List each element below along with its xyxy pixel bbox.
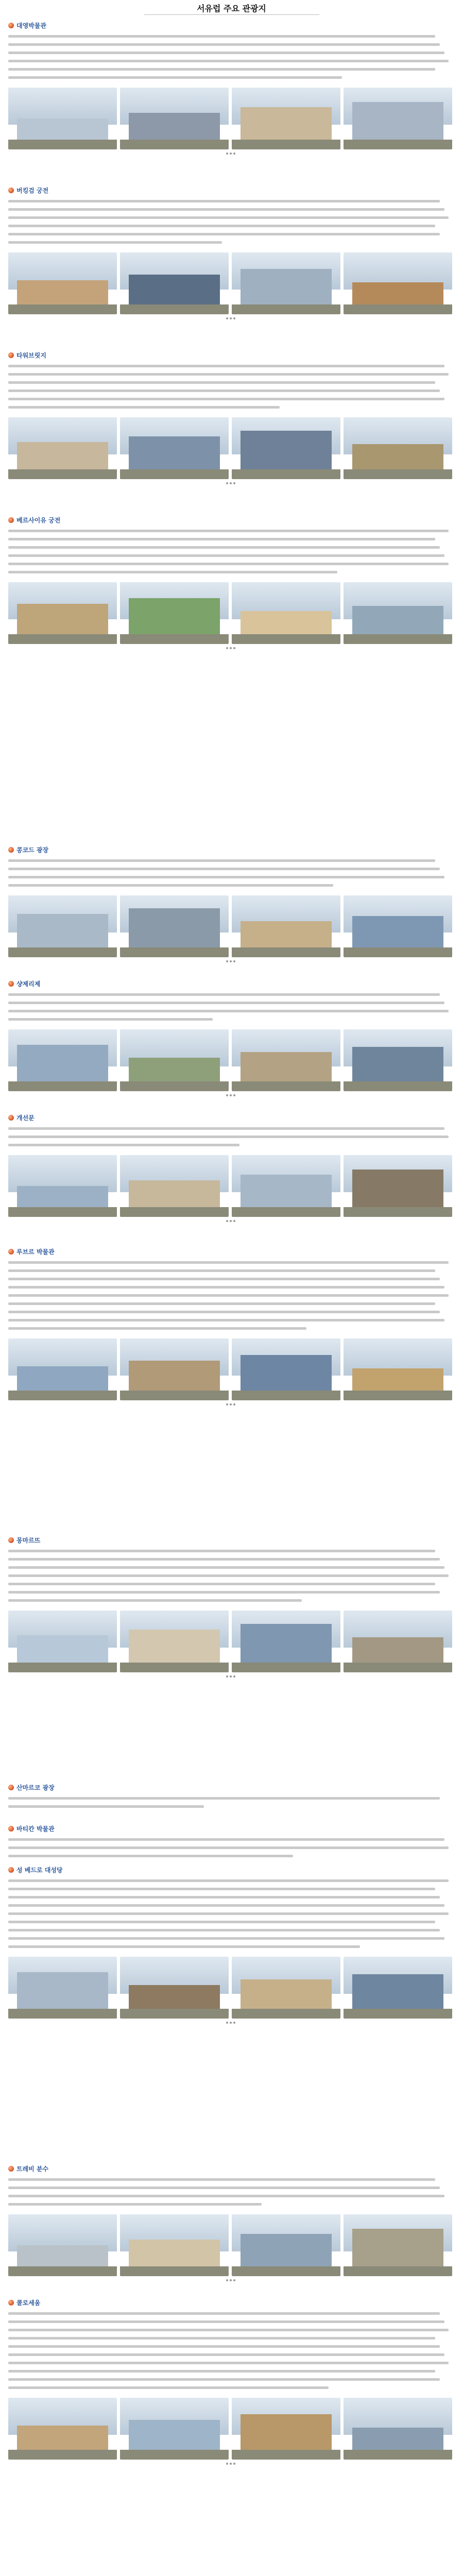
pager-dot bbox=[230, 1403, 232, 1405]
attraction-photo bbox=[8, 1338, 117, 1400]
section-heading bbox=[8, 845, 453, 854]
section-title: 샹제리제 bbox=[16, 980, 41, 988]
text-line bbox=[8, 993, 440, 996]
text-line bbox=[8, 1002, 444, 1004]
text-line bbox=[8, 538, 435, 540]
text-line bbox=[8, 398, 444, 400]
pager-dot bbox=[233, 1403, 235, 1405]
pager-dot bbox=[233, 1094, 235, 1096]
text-line bbox=[8, 884, 333, 887]
attraction-photo bbox=[120, 1155, 229, 1217]
section-description bbox=[8, 1794, 453, 1812]
text-line bbox=[8, 1294, 449, 1297]
attraction-section bbox=[8, 845, 453, 962]
text-line bbox=[8, 2362, 449, 2364]
text-line bbox=[8, 1855, 293, 1857]
gallery-pager bbox=[8, 1220, 453, 1222]
attraction-photo bbox=[120, 582, 229, 644]
pager-dot bbox=[230, 647, 232, 649]
section-heading bbox=[8, 185, 453, 195]
bullet-icon bbox=[8, 1115, 14, 1121]
attraction-photo bbox=[232, 252, 340, 314]
text-line bbox=[8, 365, 444, 367]
text-line bbox=[8, 1912, 449, 1915]
section-heading bbox=[8, 2164, 453, 2173]
photo-gallery bbox=[8, 1029, 453, 1091]
text-line bbox=[8, 1127, 444, 1130]
text-line bbox=[8, 1937, 444, 1940]
pager-dot bbox=[230, 482, 232, 484]
text-line bbox=[8, 1269, 435, 1272]
attraction-photo bbox=[344, 1611, 452, 1672]
attraction-photo bbox=[8, 2398, 117, 2460]
text-line bbox=[8, 2378, 440, 2381]
pager-dot bbox=[230, 2463, 232, 2465]
section-heading bbox=[8, 515, 453, 524]
photo-gallery bbox=[8, 417, 453, 479]
text-line bbox=[8, 52, 444, 54]
text-line bbox=[8, 1144, 239, 1146]
attraction-photo bbox=[8, 582, 117, 644]
text-line bbox=[8, 1010, 449, 1012]
bullet-icon bbox=[8, 352, 14, 358]
text-line bbox=[8, 1278, 440, 1280]
text-line bbox=[8, 1136, 449, 1138]
section-heading bbox=[8, 1865, 453, 1874]
text-line bbox=[8, 1558, 440, 1561]
section-description bbox=[8, 856, 453, 891]
attraction-section bbox=[8, 1824, 453, 1862]
pager-dot bbox=[233, 2279, 235, 2281]
section-heading bbox=[8, 1535, 453, 1545]
text-line bbox=[8, 1904, 444, 1907]
pager-dot bbox=[226, 1220, 228, 1222]
section-title: 산마르코 광장 bbox=[16, 1784, 55, 1791]
pager-dot bbox=[233, 647, 235, 649]
text-line bbox=[8, 1838, 444, 1841]
bullet-icon bbox=[8, 1867, 14, 1873]
section-title: 대영박물관 bbox=[16, 22, 46, 29]
pager-dot bbox=[230, 1220, 232, 1222]
text-line bbox=[8, 1018, 213, 1021]
bullet-icon bbox=[8, 1249, 14, 1255]
gallery-pager bbox=[8, 2022, 453, 2024]
text-line bbox=[8, 389, 440, 392]
text-line bbox=[8, 1896, 440, 1899]
text-line bbox=[8, 68, 435, 71]
text-line bbox=[8, 1921, 435, 1923]
attraction-section bbox=[8, 979, 453, 1096]
attraction-photo bbox=[232, 1611, 340, 1672]
section-description bbox=[8, 32, 453, 83]
attraction-section bbox=[8, 350, 453, 484]
section-heading bbox=[8, 1824, 453, 1833]
attraction-photo bbox=[344, 1155, 452, 1217]
attraction-photo bbox=[120, 88, 229, 149]
pager-dot bbox=[226, 1094, 228, 1096]
attraction-photo bbox=[232, 582, 340, 644]
text-line bbox=[8, 1599, 302, 1602]
attraction-photo bbox=[8, 1957, 117, 2019]
pager-dot bbox=[233, 960, 235, 962]
text-line bbox=[8, 554, 444, 557]
attraction-photo bbox=[232, 1029, 340, 1091]
attraction-section bbox=[8, 1783, 453, 1812]
attraction-section bbox=[8, 515, 453, 649]
text-line bbox=[8, 1319, 444, 1321]
text-line bbox=[8, 2312, 440, 2315]
attraction-photo bbox=[232, 1155, 340, 1217]
text-line bbox=[8, 1879, 449, 1882]
gallery-pager bbox=[8, 960, 453, 962]
text-line bbox=[8, 563, 449, 565]
text-line bbox=[8, 373, 449, 376]
section-description bbox=[8, 1547, 453, 1606]
text-line bbox=[8, 868, 440, 870]
bullet-icon bbox=[8, 847, 14, 853]
attraction-photo bbox=[232, 1338, 340, 1400]
attraction-photo bbox=[8, 417, 117, 479]
text-line bbox=[8, 2203, 262, 2206]
pager-dot bbox=[230, 2279, 232, 2281]
pager-dot bbox=[233, 2463, 235, 2465]
attraction-photo bbox=[120, 2214, 229, 2276]
text-line bbox=[8, 1805, 204, 1808]
attraction-photo bbox=[120, 895, 229, 957]
pager-dot bbox=[226, 2022, 228, 2024]
attraction-section bbox=[8, 2164, 453, 2281]
text-line bbox=[8, 2353, 444, 2356]
photo-gallery bbox=[8, 1338, 453, 1400]
pager-dot bbox=[226, 1675, 228, 1677]
attraction-photo bbox=[8, 252, 117, 314]
text-line bbox=[8, 1929, 440, 1931]
pager-dot bbox=[233, 1675, 235, 1677]
gallery-pager bbox=[8, 2463, 453, 2465]
attraction-photo bbox=[232, 2398, 340, 2460]
attraction-photo bbox=[8, 895, 117, 957]
attraction-photo bbox=[344, 417, 452, 479]
text-line bbox=[8, 35, 435, 38]
pager-dot bbox=[230, 960, 232, 962]
photo-gallery bbox=[8, 895, 453, 957]
pager-dot bbox=[226, 2279, 228, 2281]
section-description bbox=[8, 1124, 453, 1151]
pager-dot bbox=[233, 1220, 235, 1222]
pager-dot bbox=[226, 1403, 228, 1405]
text-line bbox=[8, 2370, 435, 2372]
gallery-pager bbox=[8, 1675, 453, 1677]
pager-dot bbox=[226, 152, 228, 155]
text-line bbox=[8, 859, 435, 862]
pager-dot bbox=[233, 2022, 235, 2024]
text-line bbox=[8, 571, 337, 573]
gallery-pager bbox=[8, 152, 453, 155]
pager-dot bbox=[230, 2022, 232, 2024]
section-title: 몽마르뜨 bbox=[16, 1536, 41, 1544]
pager-dot bbox=[226, 317, 228, 319]
section-heading bbox=[8, 21, 453, 30]
section-title: 바티칸 박물관 bbox=[16, 1825, 55, 1833]
title-divider bbox=[144, 14, 319, 15]
attraction-photo bbox=[232, 417, 340, 479]
section-title: 성 베드로 대성당 bbox=[16, 1866, 63, 1874]
text-line bbox=[8, 1311, 440, 1313]
text-line bbox=[8, 241, 222, 244]
text-line bbox=[8, 2337, 435, 2340]
text-line bbox=[8, 876, 444, 878]
pager-dot bbox=[233, 152, 235, 155]
text-line bbox=[8, 1327, 306, 1330]
attraction-section bbox=[8, 185, 453, 319]
gallery-pager bbox=[8, 1403, 453, 1405]
attraction-photo bbox=[8, 1029, 117, 1091]
section-title: 콩코드 광장 bbox=[16, 846, 49, 854]
text-line bbox=[8, 200, 440, 202]
attraction-photo bbox=[120, 417, 229, 479]
attraction-photo bbox=[8, 1611, 117, 1672]
section-heading bbox=[8, 1113, 453, 1122]
section-title: 루브르 박물관 bbox=[16, 1248, 55, 1256]
text-line bbox=[8, 76, 342, 79]
attraction-photo bbox=[232, 88, 340, 149]
gallery-pager bbox=[8, 482, 453, 484]
section-heading bbox=[8, 350, 453, 360]
text-line bbox=[8, 406, 280, 409]
section-description bbox=[8, 2309, 453, 2394]
text-line bbox=[8, 233, 440, 235]
attraction-photo bbox=[344, 2398, 452, 2460]
attraction-photo bbox=[120, 2398, 229, 2460]
attraction-photo bbox=[344, 88, 452, 149]
section-description bbox=[8, 2175, 453, 2210]
photo-gallery bbox=[8, 1611, 453, 1672]
attraction-photo bbox=[232, 895, 340, 957]
bullet-icon bbox=[8, 981, 14, 987]
text-line bbox=[8, 1945, 360, 1948]
text-line bbox=[8, 216, 449, 219]
attraction-photo bbox=[232, 2214, 340, 2276]
attraction-photo bbox=[344, 2214, 452, 2276]
bullet-icon bbox=[8, 188, 14, 193]
bullet-icon bbox=[8, 1785, 14, 1790]
section-title: 콜로세움 bbox=[16, 2299, 41, 2307]
text-line bbox=[8, 546, 440, 549]
text-line bbox=[8, 2195, 444, 2197]
pager-dot bbox=[230, 1094, 232, 1096]
attraction-photo bbox=[120, 252, 229, 314]
section-heading bbox=[8, 1247, 453, 1256]
section-heading bbox=[8, 979, 453, 988]
text-line bbox=[8, 1261, 449, 1264]
photo-gallery bbox=[8, 88, 453, 149]
pager-dot bbox=[230, 1675, 232, 1677]
photo-gallery bbox=[8, 2398, 453, 2460]
photo-gallery bbox=[8, 2214, 453, 2276]
attraction-photo bbox=[120, 1338, 229, 1400]
attraction-photo bbox=[8, 1155, 117, 1217]
pager-dot bbox=[233, 482, 235, 484]
text-line bbox=[8, 43, 440, 46]
section-title: 베르사이유 궁전 bbox=[16, 516, 61, 524]
section-description bbox=[8, 527, 453, 578]
pager-dot bbox=[226, 2463, 228, 2465]
text-line bbox=[8, 1888, 435, 1890]
text-line bbox=[8, 1583, 435, 1585]
section-description bbox=[8, 197, 453, 248]
pager-dot bbox=[230, 152, 232, 155]
text-line bbox=[8, 60, 449, 62]
text-line bbox=[8, 225, 435, 227]
pager-dot bbox=[226, 960, 228, 962]
attraction-photo bbox=[344, 1338, 452, 1400]
text-line bbox=[8, 1286, 444, 1289]
gallery-pager bbox=[8, 1094, 453, 1096]
attraction-section bbox=[8, 2298, 453, 2465]
attraction-photo bbox=[120, 1611, 229, 1672]
bullet-icon bbox=[8, 1826, 14, 1832]
text-line bbox=[8, 530, 449, 532]
text-line bbox=[8, 2386, 329, 2389]
text-line bbox=[8, 1302, 435, 1305]
section-description bbox=[8, 1258, 453, 1334]
text-line bbox=[8, 208, 444, 211]
attraction-photo bbox=[344, 1029, 452, 1091]
gallery-pager bbox=[8, 317, 453, 319]
attraction-photo bbox=[232, 1957, 340, 2019]
text-line bbox=[8, 1846, 449, 1849]
attraction-photo bbox=[344, 895, 452, 957]
text-line bbox=[8, 2178, 435, 2181]
text-line bbox=[8, 2329, 449, 2331]
section-heading bbox=[8, 2298, 453, 2307]
bullet-icon bbox=[8, 23, 14, 28]
section-title: 트레비 분수 bbox=[16, 2165, 49, 2173]
attraction-photo bbox=[8, 88, 117, 149]
section-description bbox=[8, 1835, 453, 1862]
attraction-photo bbox=[120, 1957, 229, 2019]
attraction-photo bbox=[8, 2214, 117, 2276]
section-title: 타워브릿지 bbox=[16, 351, 46, 359]
section-description bbox=[8, 1876, 453, 1953]
gallery-pager bbox=[8, 2279, 453, 2281]
section-description bbox=[8, 362, 453, 413]
bullet-icon bbox=[8, 1537, 14, 1543]
text-line bbox=[8, 1797, 440, 1800]
attraction-photo bbox=[344, 1957, 452, 2019]
attraction-section bbox=[8, 1113, 453, 1222]
bullet-icon bbox=[8, 2300, 14, 2306]
attraction-photo bbox=[344, 252, 452, 314]
attraction-section bbox=[8, 1535, 453, 1677]
attraction-section bbox=[8, 21, 453, 155]
gallery-pager bbox=[8, 647, 453, 649]
section-title: 개선문 bbox=[16, 1114, 35, 1122]
photo-gallery bbox=[8, 1155, 453, 1217]
bullet-icon bbox=[8, 517, 14, 523]
photo-gallery bbox=[8, 1957, 453, 2019]
text-line bbox=[8, 1574, 449, 1577]
text-line bbox=[8, 381, 435, 384]
section-description bbox=[8, 990, 453, 1025]
text-line bbox=[8, 2187, 440, 2189]
attraction-photo bbox=[344, 582, 452, 644]
bullet-icon bbox=[8, 2166, 14, 2172]
section-title: 버킹검 궁전 bbox=[16, 187, 49, 194]
text-line bbox=[8, 1566, 444, 1569]
page-title: 서유럽 주요 관광지 bbox=[197, 4, 266, 13]
section-heading bbox=[8, 1783, 453, 1792]
attraction-photo bbox=[120, 1029, 229, 1091]
attraction-section bbox=[8, 1865, 453, 2024]
pager-dot bbox=[226, 482, 228, 484]
text-line bbox=[8, 1550, 435, 1552]
pager-dot bbox=[233, 317, 235, 319]
attraction-section bbox=[8, 1247, 453, 1405]
text-line bbox=[8, 1591, 440, 1594]
pager-dot bbox=[226, 647, 228, 649]
pager-dot bbox=[230, 317, 232, 319]
photo-gallery bbox=[8, 582, 453, 644]
text-line bbox=[8, 2320, 444, 2323]
text-line bbox=[8, 2345, 440, 2348]
photo-gallery bbox=[8, 252, 453, 314]
